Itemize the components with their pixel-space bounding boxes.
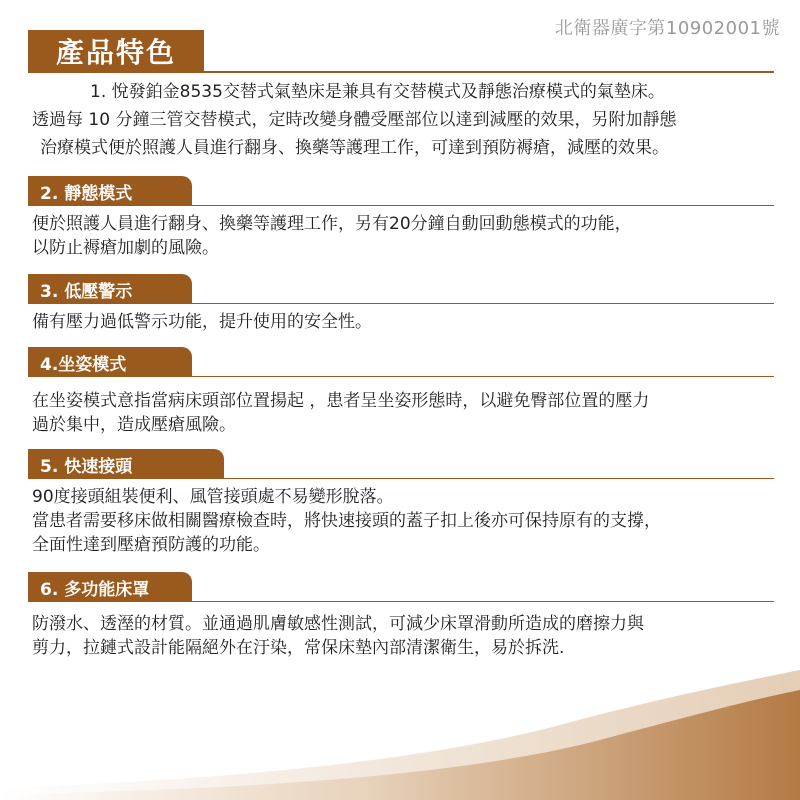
section-text-line: 剪力，拉鏈式設計能隔絕外在汙染，常保床墊內部清潔衛生，易於拆洗. [32,638,565,658]
intro-line: 1. 悅發鉑金8535交替式氣墊床是兼具有交替模式及靜態治療模式的氣墊床。 [90,82,665,102]
section-text-line: 在坐姿模式意指當病床頭部位置揚起 ，患者呈坐姿形態時，以避免臀部位置的壓力 [32,391,650,411]
title-divider [28,71,774,73]
page-title: 產品特色 [28,30,204,72]
intro-paragraph [20,78,780,162]
section-divider [28,601,774,602]
intro-line: 治療模式便於照護人員進行翻身、換藥等護理工作，可達到預防褥瘡，減壓的效果。 [40,138,669,158]
section-low-pressure-alarm [28,274,774,334]
section-multi-function-cover [28,572,774,660]
section-static-mode [28,176,774,260]
section-title: 6. 多功能床罩 [28,572,192,602]
section-title: 3. 低壓警示 [28,274,192,304]
section-divider [28,303,774,304]
section-sitting-mode [28,347,774,437]
section-text-line: 90度接頭組裝便利、風管接頭處不易變形脫落。 [32,487,394,507]
section-quick-connector [28,449,774,557]
section-divider [28,205,774,206]
section-divider [28,478,774,479]
section-divider [28,376,774,377]
section-text-line: 全面性達到壓瘡預防護的功能。 [32,535,270,555]
license-number: 北衛器廣字第10902001號 [554,18,780,39]
section-title: 5. 快速接頭 [28,449,224,479]
intro-line: 透過每 10 分鐘三管交替模式，定時改變身體受壓部位以達到減壓的效果，另附加靜態 [32,110,677,130]
section-title: 2. 靜態模式 [28,176,192,206]
section-text-line: 過於集中，造成壓瘡風險。 [32,415,236,435]
section-text-line: 備有壓力過低警示功能，提升使用的安全性。 [32,312,372,332]
section-text-line: 便於照護人員進行翻身、換藥等護理工作，另有20分鐘自動回動態模式的功能， [32,214,632,234]
section-title: 4.坐姿模式 [28,347,192,377]
section-text-line: 當患者需要移床做相關醫療檢查時，將快速接頭的蓋子扣上後亦可保持原有的支撐， [32,511,661,531]
section-text-line: 以防止褥瘡加劇的風險。 [32,238,219,258]
section-text-line: 防潑水、透溼的材質。並通過肌膚敏感性測試，可減少床罩滑動所造成的磨擦力與 [32,614,644,634]
decorative-wave [0,670,800,800]
